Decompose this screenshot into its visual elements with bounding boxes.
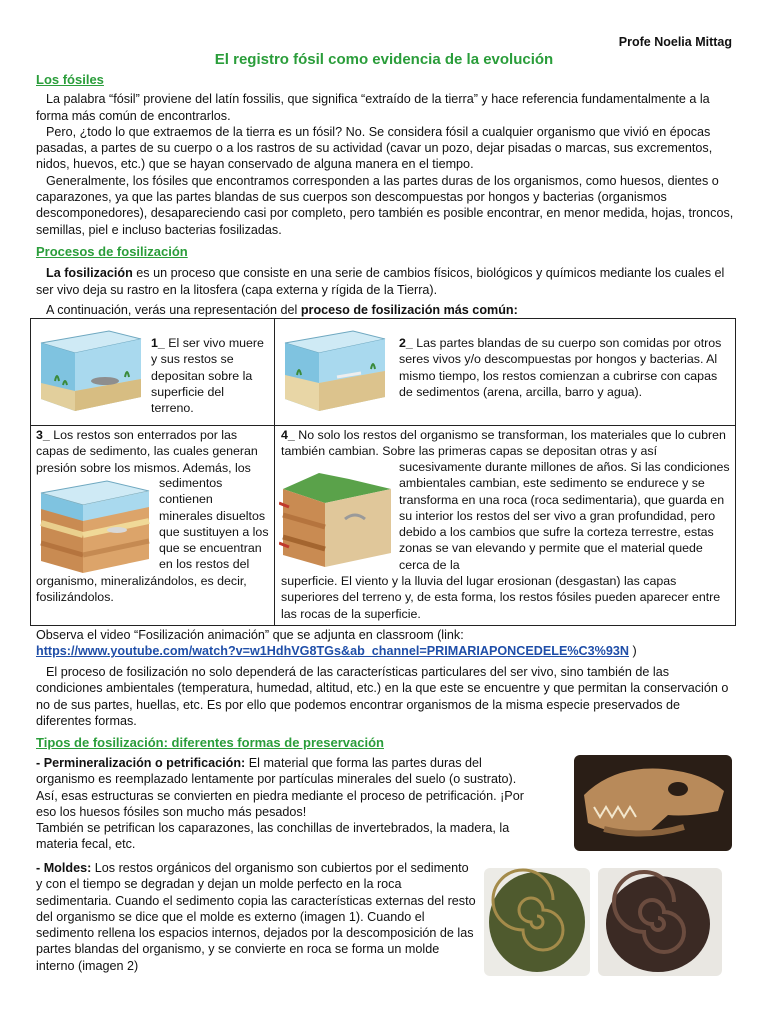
type-moldes xyxy=(36,860,476,974)
text-span: A continuación, verás una representación del xyxy=(46,302,301,317)
step3-text-top xyxy=(36,427,270,476)
paragraph: Generalmente, los fósiles que encontramos corresponden a las partes duras de los organismos, como huesos, dientes o caparazones, ya que las partes blandas de sus cuerpos son descompuestas por hongos y bacterias (organismos descomponedores), desapareciendo casi por completo, pero también es posible encontrar, en menor medida, hojas, troncos, semillas, piel e incluso bacterias fosilizadas. xyxy=(36,173,734,237)
step1-text xyxy=(151,335,269,416)
step-number: 4_ xyxy=(281,428,295,442)
step-description: El ser vivo muere y sus restos se depositan sobre la superficie del terreno. xyxy=(151,336,264,416)
divider xyxy=(31,425,735,426)
paragraph: Pero, ¿todo lo que extraemos de la tierra es un fósil? No. Se considera fósil a cualquier organismo que vivió en épocas pasadas, a partes de su cuerpo o a los rastros de su actividad (cavar un pozo, dejar pisadas o marcas, sus excrementos, nidos, huevos, etc.) que se hayan conservado de alguna manera en el tiempo. xyxy=(36,124,713,172)
section-procesos xyxy=(36,244,736,318)
external-mold-ammonite-image xyxy=(484,868,590,976)
trex-skull-image xyxy=(574,755,732,851)
paragraph xyxy=(36,755,526,820)
step-description: Los restos son enterrados por las capas de sedimento, las cuales generan presión sobre los mismos. Además, los xyxy=(36,428,258,475)
step4-text-bottom: superficie. El viento y la lluvia del lugar erosionan (desgastan) las capas superiores del terreno y, de esta forma, los restos fósiles pueden aparecer entre las rocas de la superficie. xyxy=(281,574,721,621)
paragraph xyxy=(36,265,736,298)
paragraph xyxy=(36,302,736,318)
video-text: Observa el video “Fosilización animación” que se adjunta en classroom (link: xyxy=(36,628,464,642)
text-span: (capa externa y rígida de la Tierra). xyxy=(241,282,438,297)
step1-illustration xyxy=(35,325,147,415)
step2-text xyxy=(399,335,729,400)
step3-text-side: sedimentos contienen minerales disueltos que sustituyen a los que se encuentran en los restos del xyxy=(159,476,269,572)
step-number: 3_ xyxy=(36,428,50,442)
fossilization-steps-table xyxy=(30,318,736,626)
author-name: Profe Noelia Mittag xyxy=(618,35,732,49)
type-description: El material que forma las partes duras del organismo es reemplazado lentamente por partículas minerales del suelo (o sustrato). Así, esas estructuras se convierten en piedra mediante el proceso de petrificación. ¡Por eso los huesos fósiles son mucho más pesados! xyxy=(36,756,524,819)
video-link[interactable]: https://www.youtube.com/watch?v=w1HdhVG8TGs&ab_channel=PRIMARIAPONCEDELE%C3%93N xyxy=(36,644,629,659)
divider xyxy=(274,319,275,625)
step4-text-side: sucesivamente durante millones de años. Si las condiciones ambientales cambian, este sedimento se endurece y se transforma en una roca (roca sedimentaria), que guarda en su interior los restos del ser vivo a gran profundidad, pero debido a los cambios que sufre la corteza terrestre, estas zonas se van elevando y permite que el material quede cerca de la xyxy=(399,460,730,572)
step-number: 2_ xyxy=(399,336,413,350)
paragraph: También se petrifican los caparazones, las conchillas de invertebrados, la madera, la materia fecal, etc. xyxy=(36,821,510,852)
step-number: 1_ xyxy=(151,336,165,350)
step-description: Las partes blandas de su cuerpo son comidas por otros seres vivos y/o descompuestas por hongos y bacterias. Al mismo tiempo, los restos comienzan a cubrirse con capas de sedimentos (arena, arcilla, barro y agua). xyxy=(399,336,722,399)
heading-los-fosiles: Los fósiles xyxy=(36,72,104,87)
video-link-line xyxy=(36,643,736,659)
link-close: ) xyxy=(628,644,637,659)
type-title: - Permineralización o petrificación: xyxy=(36,756,246,770)
paragraph: La palabra “fósil” proviene del latín fossilis, que significa “extraído de la tierra” y hace referencia fundamentalmente a la forma más común de encontrarlos. xyxy=(36,92,710,123)
section-conservacion xyxy=(36,664,736,751)
heading-procesos: Procesos de fosilización xyxy=(36,244,188,259)
type-permineralizacion xyxy=(36,755,526,853)
paragraph: El proceso de fosilización no solo dependerá de las características particulares del ser vivo, sino también de las condiciones ambientales (temperatura, humedad, altitud, etc.) en la que este se encuentre y que permitan la conservación o no de sus partes, huellas, etc. Es por ello que podemos encontrar organismos de la misma especie preservados de diferentes formas. xyxy=(36,665,729,728)
type-description: Los restos orgánicos del organismo son cubiertos por el sedimento y con el tiempo se degradan y dejan un molde perfecto en la roca sedimentaria. Cuando el sedimento copia las características externas del resto del organismo se dice que el molde es externo (imagen 1). Cuando el sedimento rellena los espacios internos, dejados por la descomposición de las partes blandas del organismo, y se convierte en roca se forma un molde interno (imagen 2) xyxy=(36,861,476,973)
bold-term: La fosilización xyxy=(46,266,133,281)
video-reference xyxy=(36,627,736,660)
step4-text-top xyxy=(281,427,731,460)
step4-illustration xyxy=(279,459,397,571)
type-title: - Moldes: xyxy=(36,861,92,875)
internal-mold-ammonite-image xyxy=(598,868,722,976)
step-description: No solo los restos del organismo se transforman, los materiales que lo cubren también cambian. Sobre las primeras capas se depositan otras y así xyxy=(281,428,726,459)
step3-text-bottom: organismo, mineralizándolos, es decir, fosilizándolos. xyxy=(36,574,247,605)
text-span: es un proceso que consiste en una serie de cambios físicos, biológicos y químicos mediante los cuales el ser vivo deja su rastro en la litosfera xyxy=(36,266,725,297)
bold-term: proceso de fosilización más común: xyxy=(300,302,518,317)
step3-illustration xyxy=(37,477,155,577)
step2-illustration xyxy=(279,325,391,415)
paragraph xyxy=(36,860,476,974)
section-fosiles xyxy=(36,72,736,238)
heading-tipos: Tipos de fosilización: diferentes formas de preservación xyxy=(36,735,384,751)
document-title: El registro fósil como evidencia de la evolución xyxy=(214,51,554,68)
